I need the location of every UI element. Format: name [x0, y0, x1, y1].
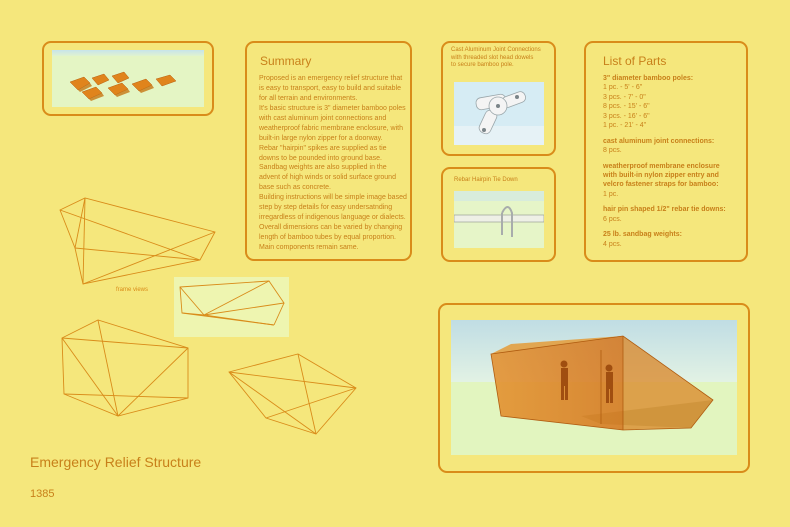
parts-group-title: hair pin shaped 1/2" rebar tie downs:: [603, 206, 726, 214]
joint-panel: [441, 41, 556, 156]
rebar-image: [454, 191, 544, 248]
parts-heading: List of Parts: [603, 54, 667, 68]
parts-line: 8 pcs.: [603, 147, 622, 155]
entry-number: 1385: [30, 488, 55, 500]
summary-panel: [245, 41, 412, 261]
frame-view-1: [55, 188, 220, 288]
parts-line: 4 pcs.: [603, 240, 622, 248]
parts-line: 1 pc. - 21' - 4": [603, 122, 647, 130]
parts-group: [603, 230, 747, 249]
parts-line: 3 pcs. - 16' - 6": [603, 112, 650, 120]
joint-image: [454, 82, 544, 145]
parts-group-title: cast aluminum joint connections:: [603, 137, 715, 145]
aerial-render-image: [52, 50, 204, 107]
rebar-panel: [441, 167, 556, 262]
aerial-render-panel: [42, 41, 214, 116]
parts-group: [603, 162, 747, 200]
parts-group-title: 3" diameter bamboo poles:: [603, 75, 694, 82]
parts-list: [603, 74, 747, 249]
parts-group: [603, 205, 747, 224]
page-title: Emergency Relief Structure: [30, 454, 202, 470]
parts-line: 8 pcs. - 15' - 6": [603, 103, 650, 111]
perspective-render-image: [451, 320, 737, 455]
joint-caption: Cast Aluminum Joint Connections with threaded slot head dowels to secure bamboo pole.: [451, 47, 541, 68]
parts-panel: [584, 41, 748, 262]
parts-group: [603, 137, 747, 156]
parts-line: 3 pcs. - 7' - 0": [603, 93, 646, 101]
parts-group-title: 25 lb. sandbag weights:: [603, 231, 682, 239]
parts-line: 1 pc.: [603, 190, 619, 198]
parts-group: [603, 74, 747, 131]
frame-view-3: [58, 318, 198, 418]
parts-group-title: weatherproof membrane enclosure with built-in nylon zipper entry and velcro fastener straps for bamboo:: [603, 162, 720, 189]
rebar-caption: Rebar Hairpin Tie Down: [454, 177, 518, 183]
frame-view-4: [226, 350, 361, 440]
perspective-render-panel: [438, 303, 750, 473]
parts-line: 1 pc. - 5' - 6": [603, 84, 643, 92]
parts-line: 6 pcs.: [603, 215, 622, 223]
summary-heading: Summary: [260, 54, 312, 68]
frame-views-label: frame views: [116, 287, 149, 293]
summary-body: Proposed is an emergency relief structure that is easy to transport, easy to build and suitable for all terrain and environments. It's basic structure is 3" diameter bamboo poles with cast aluminum joint connections and weatherproof fabric membrane enclosure, with built-in large nylon zipper for a doorway. Rebar "hairpin" spikes are supplied as tie downs to be pounded into ground base. Sandbag weights are also supplied in the advent of high winds or solid surface ground base such as concrete. Building instructions will be simple image based step by step details for easy undersatnding irregardless of indigenous language or dialects. Overall dimensions can be varied by changing length of bamboo tubes by equal proportion. Main components remain same.: [259, 75, 407, 251]
